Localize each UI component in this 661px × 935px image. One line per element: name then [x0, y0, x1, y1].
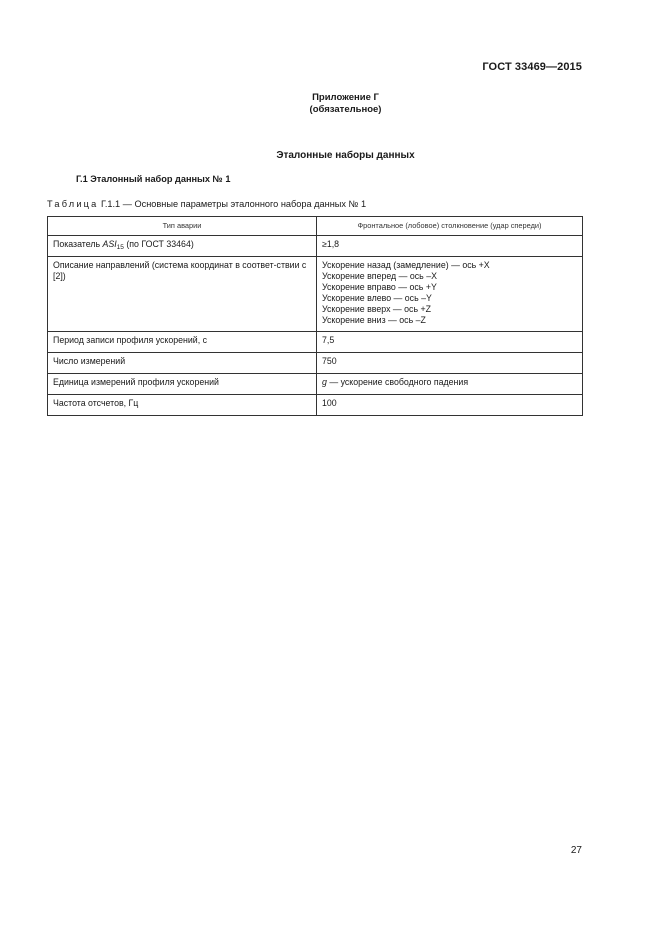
param-cell: Единица измерений профиля ускорений: [48, 374, 317, 395]
table-row: [48, 374, 583, 395]
param-asi-suffix: (по ГОСТ 33464): [123, 239, 194, 249]
param-asi-symbol: ASI: [102, 239, 117, 249]
param-cell: [48, 236, 317, 257]
reference-data-table: [47, 216, 583, 416]
value-cell: [317, 374, 583, 395]
param-cell: Число измерений: [48, 353, 317, 374]
section-title: [0, 150, 661, 161]
page-number: 27: [570, 845, 582, 856]
appendix-title: Приложение Г: [312, 92, 379, 103]
param-asi-prefix: Показатель: [53, 239, 103, 249]
value-cell: ≥1,8: [317, 236, 583, 257]
param-cell: Описание направлений (система координат в соответ-ствии с [2]): [48, 257, 317, 332]
value-cell: [317, 257, 583, 332]
table-header-row: [48, 217, 583, 236]
direction-line: Ускорение вверх — ось +Z: [322, 304, 431, 314]
column-header-frontal-collision: Фронтальное (лобовое) столкновение (удар спереди): [317, 217, 583, 236]
table-row: [48, 332, 583, 353]
document-standard-id: ГОСТ 33469—2015: [482, 61, 582, 73]
table-row: [48, 353, 583, 374]
param-cell: Период записи профиля ускорений, с: [48, 332, 317, 353]
param-cell: Частота отсчетов, Гц: [48, 395, 317, 416]
value-g-symbol: g: [322, 377, 327, 387]
value-cell: 750: [317, 353, 583, 374]
direction-line: Ускорение вперед — ось –X: [322, 271, 437, 281]
table-row: [48, 257, 583, 332]
table-caption: [47, 199, 366, 209]
subsection-title: Г.1 Эталонный набор данных № 1: [76, 174, 231, 184]
direction-line: Ускорение назад (замедление) — ось +X: [322, 260, 490, 270]
appendix-status: (обязательное): [309, 104, 382, 115]
table-row: [48, 236, 583, 257]
column-header-crash-type: Тип аварии: [48, 217, 317, 236]
value-g-description: — ускорение свободного падения: [326, 377, 469, 387]
table-caption-text: Г.1.1 — Основные параметры эталонного набора данных № 1: [98, 199, 367, 209]
direction-line: Ускорение вниз — ось –Z: [322, 315, 426, 325]
table-row: [48, 395, 583, 416]
direction-line: Ускорение влево — ось –Y: [322, 293, 432, 303]
param-asi-subscript: 15: [116, 244, 124, 251]
value-cell: 7,5: [317, 332, 583, 353]
appendix-heading: [0, 92, 661, 116]
direction-line: Ускорение вправо — ось +Y: [322, 282, 437, 292]
section-title-text: Эталонные наборы данных: [276, 150, 415, 161]
table-caption-prefix: Таблица: [47, 199, 99, 209]
value-cell: 100: [317, 395, 583, 416]
